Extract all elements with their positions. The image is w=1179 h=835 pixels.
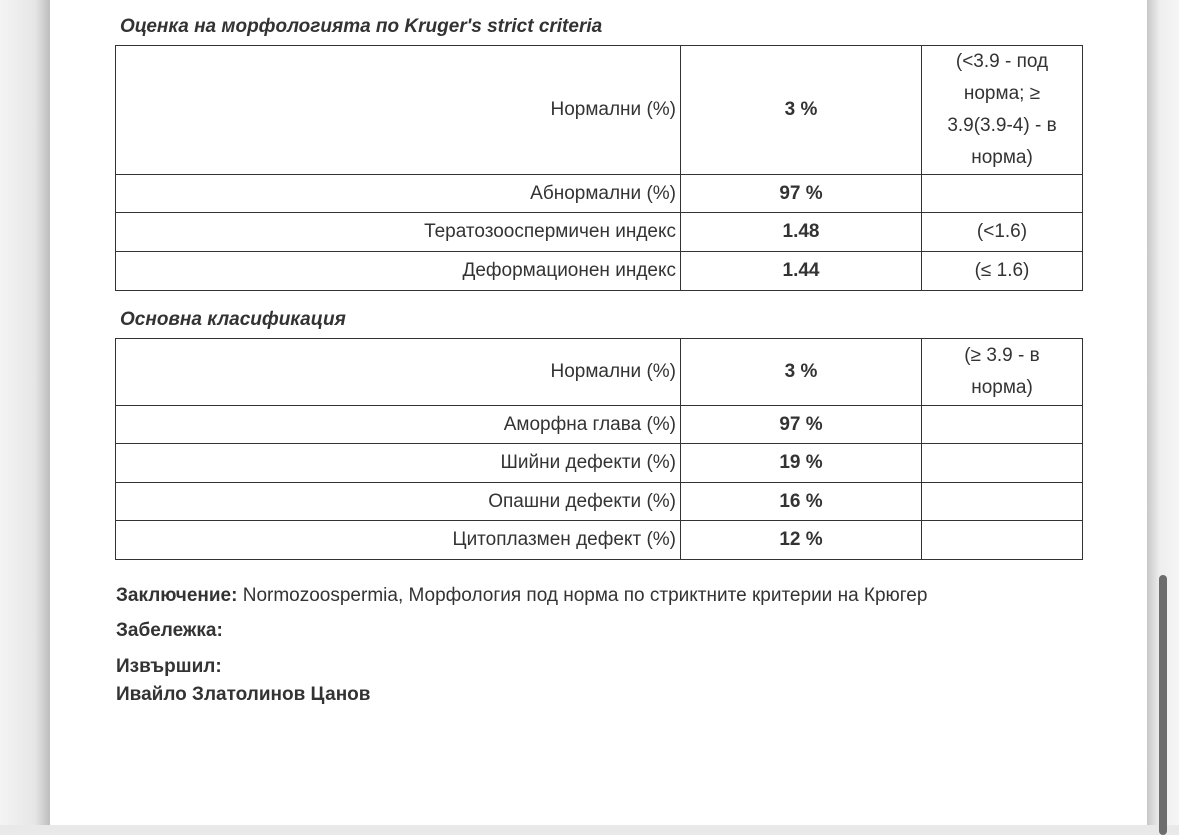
kruger-section-title: Оценка на морфологията по Kruger's strict criteria xyxy=(120,16,603,37)
table-row xyxy=(116,46,1083,175)
row-value: 19 % xyxy=(681,444,922,483)
basic-classification-table xyxy=(115,338,1083,560)
performed-by-name xyxy=(116,684,370,706)
row-value: 3 % xyxy=(681,46,922,175)
conclusion-label: Заключение: xyxy=(116,585,238,606)
row-reference: (≤ 1.6) xyxy=(922,252,1083,291)
conclusion xyxy=(116,585,927,607)
row-value: 97 % xyxy=(681,406,922,444)
performed-label: Извършил: xyxy=(116,656,222,677)
row-value: 97 % xyxy=(681,175,922,213)
table-row xyxy=(116,483,1083,521)
row-value: 3 % xyxy=(681,339,922,406)
conclusion-text: Normozoospermia, Морфология под норма по стриктните критерии на Крюгер xyxy=(242,585,928,606)
row-label: Абнормални (%) xyxy=(116,175,681,213)
table-row xyxy=(116,521,1083,560)
row-reference: (≥ 3.9 - в норма) xyxy=(922,339,1083,406)
basic-section-title: Основна класификация xyxy=(120,309,346,330)
table-row xyxy=(116,339,1083,406)
table-row xyxy=(116,175,1083,213)
row-reference xyxy=(922,521,1083,560)
row-label: Деформационен индекс xyxy=(116,252,681,291)
kruger-table xyxy=(115,45,1083,291)
row-label: Опашни дефекти (%) xyxy=(116,483,681,521)
performed-by xyxy=(116,656,222,678)
row-reference xyxy=(922,406,1083,444)
table-row xyxy=(116,406,1083,444)
row-label: Нормални (%) xyxy=(116,46,681,175)
table-row xyxy=(116,213,1083,252)
row-label: Тератозооспермичен индекс xyxy=(116,213,681,252)
row-reference xyxy=(922,483,1083,521)
note xyxy=(116,620,223,642)
row-label: Шийни дефекти (%) xyxy=(116,444,681,483)
row-value: 1.44 xyxy=(681,252,922,291)
row-reference: (<3.9 - под норма; ≥ 3.9(3.9-4) - в норма) xyxy=(922,46,1083,175)
table-row xyxy=(116,252,1083,291)
row-reference xyxy=(922,444,1083,483)
row-label: Аморфна глава (%) xyxy=(116,406,681,444)
vertical-scrollbar[interactable] xyxy=(1159,575,1167,835)
row-value: 12 % xyxy=(681,521,922,560)
performer-name: Ивайло Златолинов Цанов xyxy=(116,684,371,705)
row-reference: (<1.6) xyxy=(922,213,1083,252)
row-label: Цитоплазмен дефект (%) xyxy=(116,521,681,560)
row-label: Нормални (%) xyxy=(116,339,681,406)
row-value: 16 % xyxy=(681,483,922,521)
row-value: 1.48 xyxy=(681,213,922,252)
table-row xyxy=(116,444,1083,483)
page-shadow-left xyxy=(0,0,50,825)
row-reference xyxy=(922,175,1083,213)
note-label: Забележка: xyxy=(116,620,223,641)
